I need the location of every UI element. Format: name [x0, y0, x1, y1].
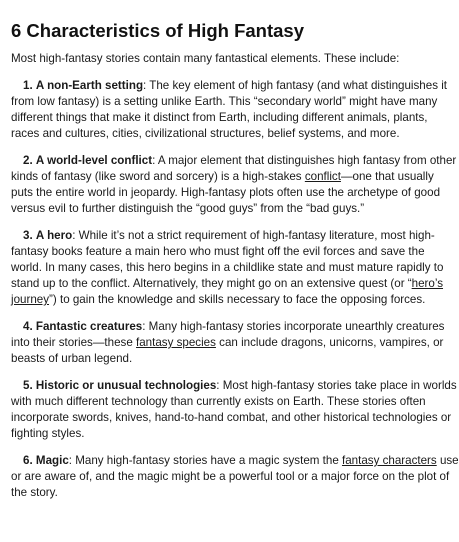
item-line	[11, 153, 457, 169]
conflict-link[interactable]: conflict	[304, 170, 341, 183]
list-item	[11, 453, 459, 501]
item-number: 1.	[23, 79, 33, 92]
item-line	[11, 276, 444, 292]
item-line	[11, 228, 440, 244]
item-text: versus evil to further distinguish the “good guys” from the “bad guys.”	[11, 202, 365, 215]
item-term: A hero	[35, 229, 73, 242]
item-number: 2.	[23, 154, 33, 167]
item-line	[11, 410, 452, 426]
list-item	[11, 228, 444, 308]
item-text: : Many high-fantasy stories incorporate unearthly creatures	[142, 320, 445, 333]
item-term: A non-Earth setting	[35, 79, 144, 92]
list-item	[11, 319, 445, 367]
item-line	[11, 201, 440, 217]
heros-journey-link[interactable]: hero’s	[411, 277, 444, 290]
item-line	[11, 110, 440, 126]
item-number: 5.	[23, 379, 33, 392]
item-text: beasts of urban legend.	[11, 352, 133, 365]
item-text: : While it’s not a strict requirement of high-fantasy literature, most high-	[72, 229, 435, 242]
item-line	[11, 126, 440, 142]
item-text: kinds of fantasy (like sword and sorcery) is a high-stakes	[11, 170, 305, 183]
characteristics-list	[11, 78, 459, 501]
intro-paragraph: Most high-fantasy stories contain many fantastical elements. These include:	[11, 52, 400, 65]
item-text: into their stories—these	[11, 336, 137, 349]
item-number: 6.	[23, 454, 33, 467]
item-line	[11, 378, 457, 394]
item-text: fantasy books feature a main hero who must fight off the evil forces and save the	[11, 245, 425, 258]
item-term: Historic or unusual technologies	[35, 379, 217, 392]
item-line	[11, 335, 444, 351]
item-term: Magic	[35, 454, 69, 467]
item-text: different things that make it distinct from Earth, including different animals, plants,	[11, 111, 428, 124]
item-line	[11, 469, 450, 485]
item-text: the story.	[11, 486, 58, 499]
list-item	[11, 378, 457, 442]
item-line	[11, 94, 440, 110]
item-text: : Most high-fantasy stories take place in worlds	[216, 379, 457, 392]
item-text: incorporate swords, knives, hand-to-hand combat, and other historical technologies or	[11, 411, 452, 424]
item-text: : The key element of high fantasy (and what distinguishes it	[143, 79, 448, 92]
item-text: or are aware of, and the magic might be a powerful tool or a major force on the plot of	[11, 470, 450, 483]
item-line	[11, 351, 440, 367]
item-text: world. In many cases, this hero begins in a childlike state and must mature rapidly to	[11, 261, 444, 274]
fantasy-species-link[interactable]: fantasy species	[136, 336, 216, 349]
item-number: 3.	[23, 229, 33, 242]
list-item	[11, 153, 457, 217]
page-title: 6 Characteristics of High Fantasy	[11, 20, 305, 41]
item-text: with much different technology than currently exists on Earth. These stories often	[11, 395, 426, 408]
item-line	[11, 244, 440, 260]
item-text: from low fantasy) is a setting unlike Earth. This “secondary world” might have many	[11, 95, 438, 108]
heros-journey-link[interactable]: journey	[11, 293, 50, 306]
item-text: fighting styles.	[11, 427, 85, 440]
item-line	[11, 319, 445, 335]
item-text: : A major element that distinguishes high fantasy from other	[152, 154, 457, 167]
item-text: use	[436, 454, 459, 467]
item-text: ”) to gain the knowledge and skills necessary to face the opposing forces.	[49, 293, 426, 306]
fantasy-characters-link[interactable]: fantasy characters	[341, 454, 437, 467]
item-text: can include dragons, unicorns, vampires, or	[215, 336, 444, 349]
item-line	[11, 260, 444, 276]
item-term: A world-level conflict	[35, 154, 153, 167]
item-text: races and cultures, cities, civilizational structures, belief systems, and more.	[11, 127, 400, 140]
item-text: : Many high-fantasy stories have a magic system the	[68, 454, 342, 467]
item-text: puts the entire world in jeopardy. High-fantasy plots often use the archetype of good	[11, 186, 441, 199]
item-text: —one that usually	[340, 170, 434, 183]
item-line	[11, 394, 440, 410]
item-term: Fantastic creatures	[35, 320, 143, 333]
item-number: 4.	[23, 320, 33, 333]
item-line	[11, 169, 440, 185]
item-line	[11, 185, 440, 201]
item-line	[11, 78, 448, 94]
list-item	[11, 78, 448, 142]
item-line	[11, 292, 440, 308]
item-text: stand up to the conflict. Alternatively, they might go on an extensive quest (or “	[11, 277, 412, 290]
item-line	[11, 485, 440, 501]
item-line	[11, 453, 459, 469]
item-line	[11, 426, 440, 442]
